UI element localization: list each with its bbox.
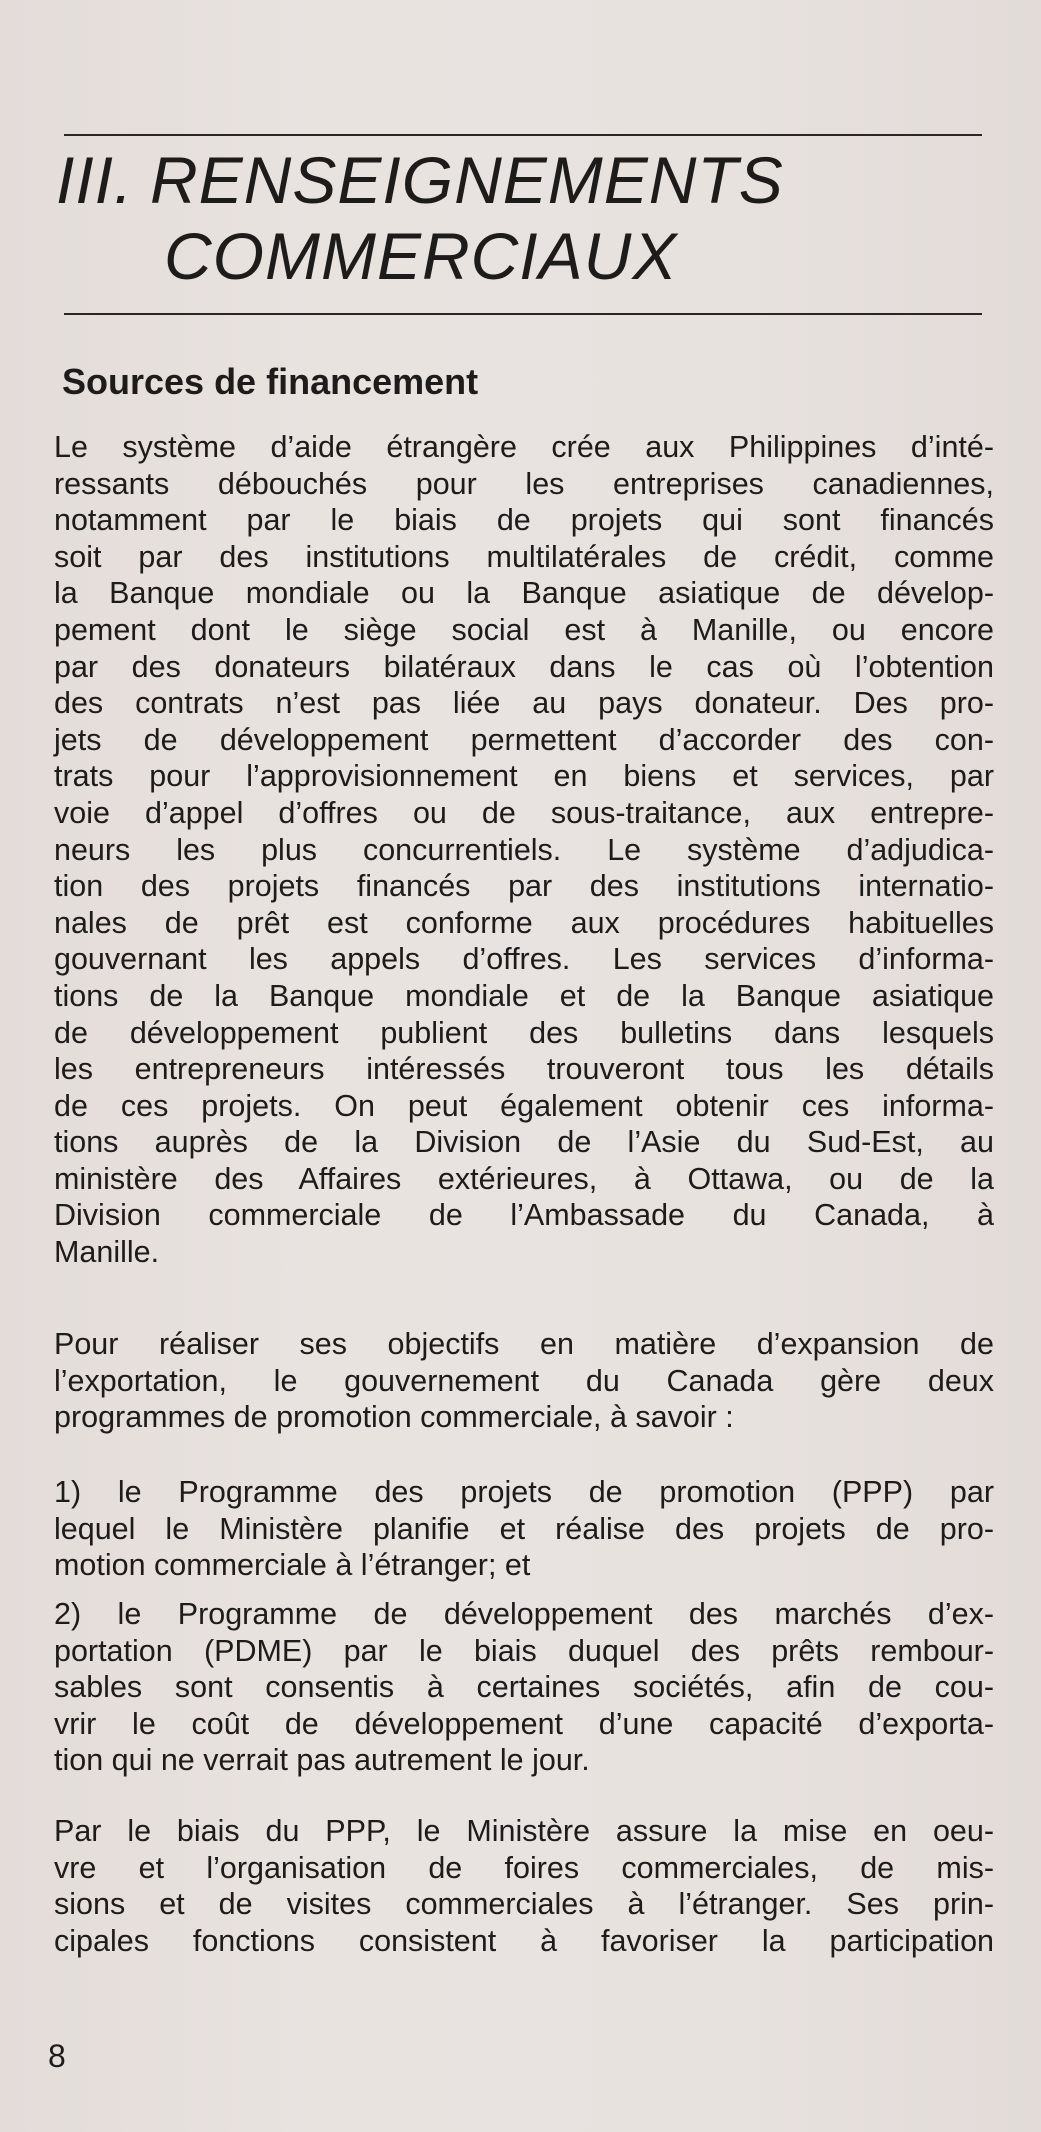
text-line: de développement publient des bulletins dans lesquels: [54, 1015, 994, 1050]
text-line: tions auprès de la Division de l’Asie du Sud-Est, au: [54, 1125, 994, 1160]
text-line: sions et de visites commerciales à l’étranger. Ses prin-: [54, 1887, 994, 1922]
paragraph-export-programs: [54, 1326, 994, 1436]
paragraph-text: [54, 1326, 994, 1436]
text-line: la Banque mondiale ou la Banque asiatique de dévelop-: [54, 576, 994, 611]
list-item-ppp: [54, 1474, 994, 1584]
text-line: Le système d’aide étrangère crée aux Philippines d’inté-: [54, 430, 994, 464]
text-line: 2) le Programme de développement des marchés d’ex-: [54, 1597, 994, 1631]
list-item-pdme: [54, 1596, 994, 1779]
text-line: notamment par le biais de projets qui sont financés: [54, 503, 994, 538]
text-line: programmes de promotion commerciale, à savoir :: [54, 1400, 734, 1435]
paragraph-ppp-functions: [54, 1813, 994, 1959]
text-line: tion qui ne verrait pas autrement le jour.: [54, 1743, 590, 1778]
paragraph-text: [54, 1596, 994, 1779]
text-line: jets de développement permettent d’accorder des con-: [54, 722, 994, 757]
text-line: motion commerciale à l’étranger; et: [54, 1548, 531, 1583]
paragraph-financing-sources: [54, 429, 994, 1271]
text-line: voie d’appel d’offres ou de sous-traitance, aux entrepre-: [54, 795, 994, 830]
text-line: l’exportation, le gouvernement du Canada gère deux: [54, 1363, 994, 1398]
text-line: cipales fonctions consistent à favoriser la participation: [54, 1923, 994, 1958]
text-line: soit par des institutions multilatérales de crédit, comme: [54, 539, 994, 574]
text-line: lequel le Ministère planifie et réalise des projets de pro-: [54, 1511, 994, 1546]
text-line: portation (PDME) par le biais duquel des prêts rembour-: [54, 1633, 994, 1668]
text-line: ressants débouchés pour les entreprises canadiennes,: [54, 466, 994, 501]
paragraph-text: [54, 429, 994, 1271]
text-line: tion des projets financés par des institutions internatio-: [54, 869, 994, 904]
text-line: gouvernant les appels d’offres. Les services d’informa-: [54, 942, 994, 977]
text-line: 1) le Programme des projets de promotion (PPP) par: [54, 1475, 994, 1509]
chapter-number: III.: [56, 143, 134, 217]
section-heading: Sources de financement: [62, 361, 479, 402]
text-line: des contrats n’est pas liée au pays donateur. Des pro-: [54, 686, 994, 721]
text-line: Pour réaliser ses objectifs en matière d’expansion de: [54, 1327, 994, 1361]
text-line: vre et l’organisation de foires commerciales, de mis-: [54, 1850, 994, 1885]
title-top-rule: [64, 134, 982, 136]
page-number: 8: [48, 2038, 66, 2074]
text-line: Manille.: [54, 1235, 160, 1270]
chapter-title: [56, 142, 784, 294]
text-line: pement dont le siège social est à Manille, ou encore: [54, 612, 994, 647]
text-line: neurs les plus concurrentiels. Le système d’adjudica-: [54, 832, 994, 867]
text-line: les entrepreneurs intéressés trouveront tous les détails: [54, 1052, 994, 1087]
text-line: de ces projets. On peut également obtenir ces informa-: [54, 1088, 994, 1123]
text-line: Division commerciale de l’Ambassade du Canada, à: [54, 1198, 994, 1233]
text-line: Par le biais du PPP, le Ministère assure la mise en oeu-: [54, 1814, 994, 1848]
paragraph-text: [54, 1474, 994, 1584]
title-bottom-rule: [64, 313, 982, 315]
text-line: ministère des Affaires extérieures, à Ottawa, ou de la: [54, 1161, 994, 1196]
chapter-title-line-1: RENSEIGNEMENTS: [150, 143, 784, 217]
paragraph-text: [54, 1813, 994, 1959]
text-line: nales de prêt est conforme aux procédures habituelles: [54, 905, 994, 940]
text-line: tions de la Banque mondiale et de la Banque asiatique: [54, 978, 994, 1013]
chapter-title-line-2: COMMERCIAUX: [164, 219, 678, 293]
text-line: par des donateurs bilatéraux dans le cas où l’obtention: [54, 649, 994, 684]
text-line: sables sont consentis à certaines sociétés, afin de cou-: [54, 1670, 994, 1705]
text-line: trats pour l’approvisionnement en biens et services, par: [54, 759, 994, 794]
text-line: vrir le coût de développement d’une capacité d’exporta-: [54, 1706, 994, 1741]
